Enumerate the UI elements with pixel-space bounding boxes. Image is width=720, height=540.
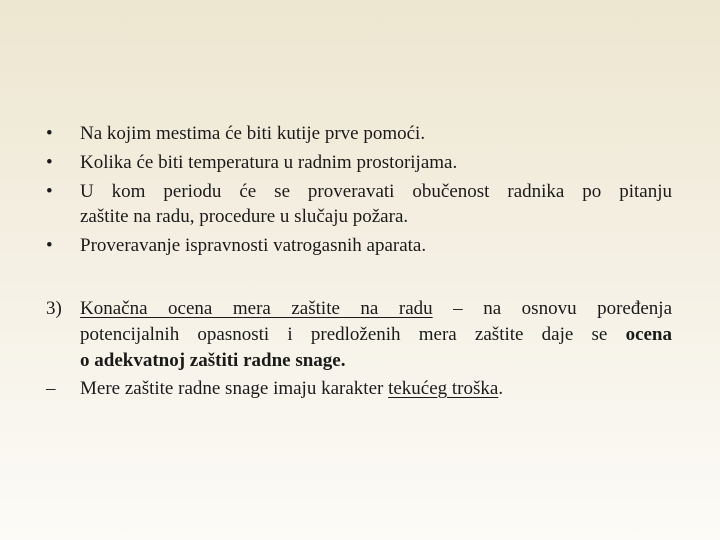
- section-3: [46, 296, 672, 402]
- section-paragraph: [46, 296, 672, 374]
- section-line-1-rest: – na osnovu poređenja: [432, 298, 672, 319]
- bullet-text-line-2: zaštite na radu, procedure u slučaju požara.: [80, 206, 409, 227]
- bullet-text: Kolika će biti temperatura u radnim prostorijama.: [80, 152, 458, 173]
- section-number: 3): [46, 298, 62, 319]
- bullet-text: Proveravanje ispravnosti vatrogasnih aparata.: [80, 235, 427, 256]
- dash-text-after: .: [498, 378, 504, 399]
- bullet-marker: •: [46, 235, 53, 256]
- bullet-marker: •: [46, 181, 53, 202]
- bullet-text: Na kojim mestima će biti kutije prve pomoći.: [80, 123, 426, 144]
- bullet-marker: •: [46, 152, 53, 173]
- list-item: [46, 231, 672, 260]
- list-item: [46, 177, 672, 231]
- section-line-2: [80, 322, 672, 348]
- dash-marker: –: [46, 378, 56, 399]
- bullet-marker: •: [46, 123, 53, 144]
- section-line-3-bold: o adekvatnoj zaštiti radne snage.: [80, 350, 346, 371]
- section-title: Konačna ocena mera zaštite na radu: [80, 298, 433, 319]
- section-line-2-bold: ocena: [625, 324, 672, 345]
- dash-text-underlined: tekućeg troška: [388, 378, 499, 399]
- dash-item: [46, 376, 672, 402]
- section-line-3: [80, 348, 672, 374]
- list-item: [46, 148, 672, 177]
- dash-text-before: Mere zaštite radne snage imaju karakter: [80, 378, 389, 399]
- section-line-2-text: potencijalnih opasnosti i predloženih mera zaštite daje se: [80, 324, 626, 345]
- bullet-text-line-1: U kom periodu će se proveravati obučenost radnika po pitanju: [80, 181, 672, 202]
- section-line-1: [80, 296, 672, 322]
- bullet-list: [46, 119, 672, 260]
- list-item: [46, 119, 672, 148]
